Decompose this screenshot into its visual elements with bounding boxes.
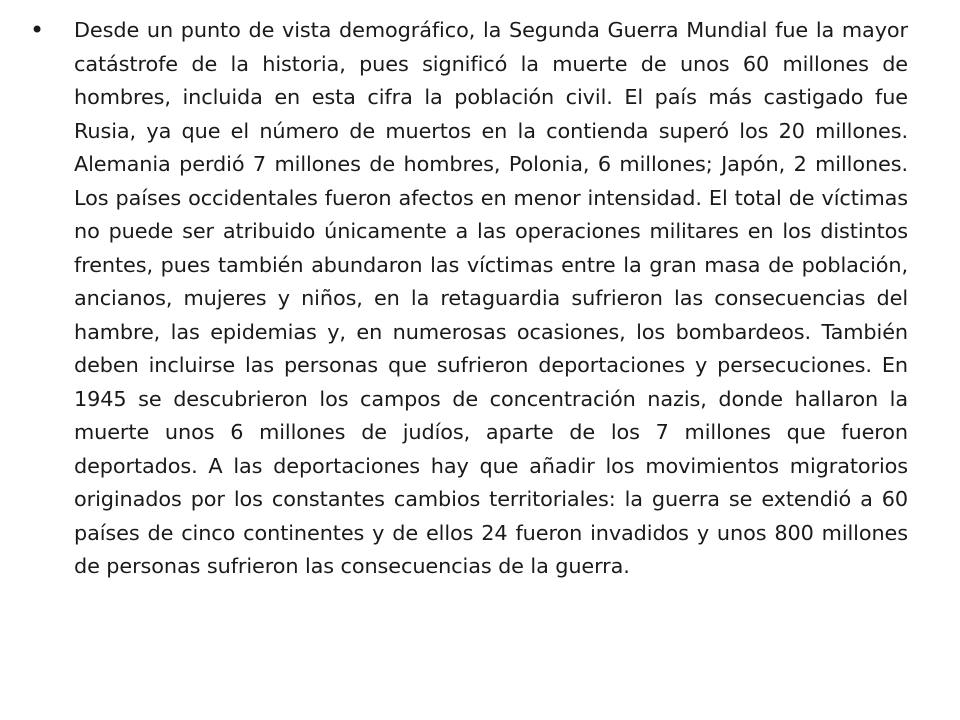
bullet-point-icon: •	[30, 16, 45, 44]
bullet-list	[30, 14, 908, 584]
bullet-item	[30, 14, 908, 584]
bullet-paragraph: Desde un punto de vista demográfico, la Segunda Guerra Mundial fue la mayor catástrofe de la historia, pues significó la muerte de unos 60 millones de hombres, incluida en esta cifra la población civil. El país más castigado fue Rusia, ya que el número de muertos en la contienda superó los 20 millones. Alemania perdió 7 millones de hombres, Polonia, 6 millones; Japón, 2 millones. Los países occidentales fueron afectos en menor intensidad. El total de víctimas no puede ser atribuido únicamente a las operaciones militares en los distintos frentes, pues también abundaron las víctimas entre la gran masa de población, ancianos, mujeres y niños, en la retaguardia sufrieron las consecuencias del hambre, las epidemias y, en numerosas ocasiones, los bombardeos. También deben incluirse las personas que sufrieron deportaciones y persecuciones. En 1945 se descubrieron los campos de concentración nazis, donde hallaron la muerte unos 6 millones de judíos, aparte de los 7 millones que fueron deportados. A las deportaciones hay que añadir los movimientos migratorios originados por los constantes cambios territoriales: la guerra se extendió a 60 países de cinco continentes y de ellos 24 fueron invadidos y unos 800 millones de personas sufrieron las consecuencias de la guerra.	[74, 18, 908, 578]
